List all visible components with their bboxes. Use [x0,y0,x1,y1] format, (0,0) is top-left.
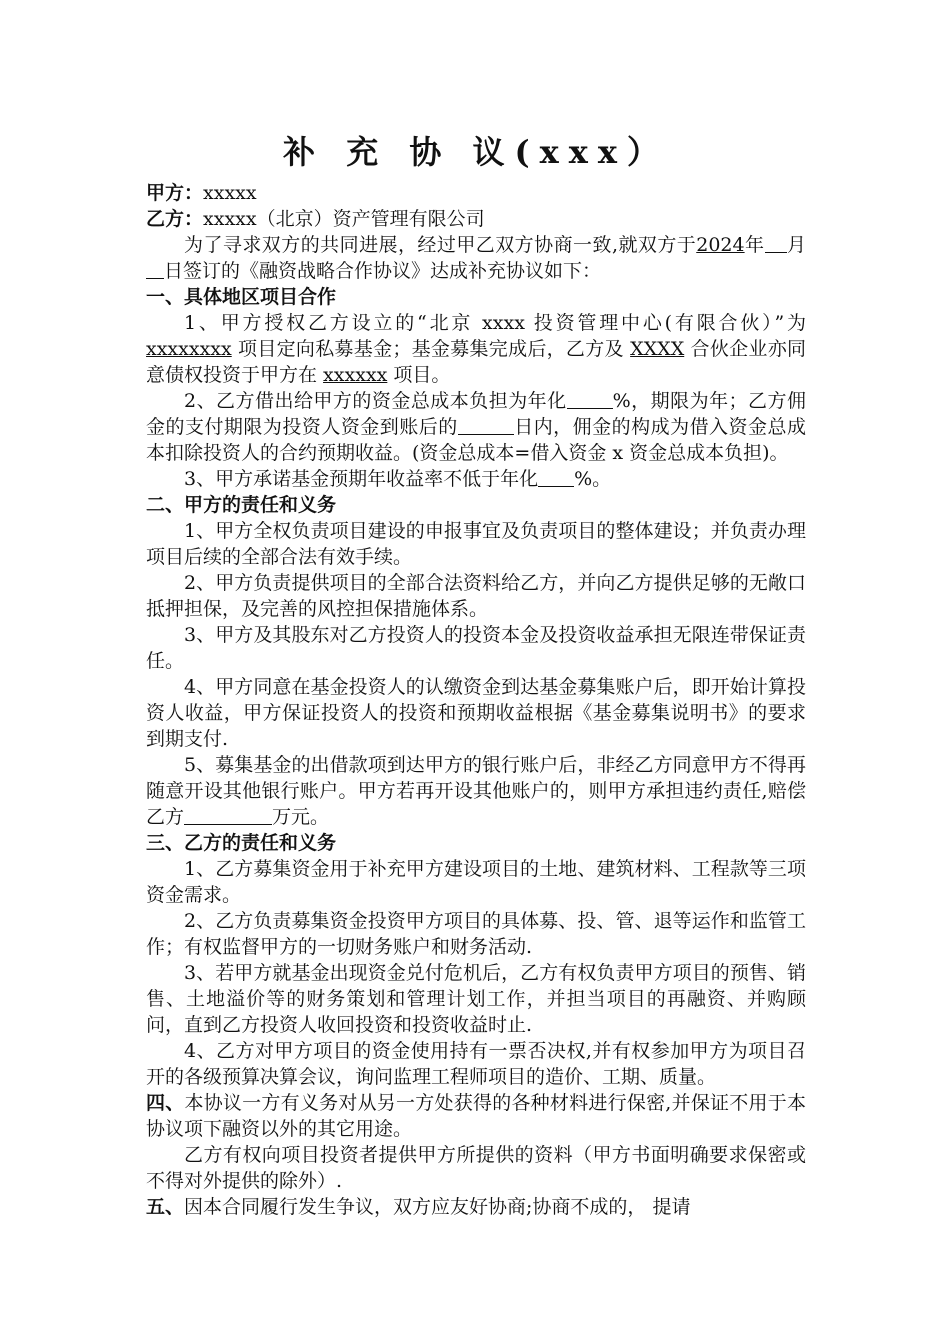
clause-1-3 [146,466,806,492]
party-a-line [146,180,806,206]
clause-3-2: 2、乙方负责募集资金投资甲方项目的具体募、投、管、退等运作和监管工作；有权监督甲方的一切财务账户和财务活动. [146,910,806,958]
clause-3-4: 4、乙方对甲方项目的资金使用持有一票否决权,并有权参加甲方为项目召开的各级预算决算会议，询问监理工程师项目的造价、工期、质量。 [146,1040,806,1088]
intro-year: 2024 [696,234,745,256]
section-4-text: 本协议一方有义务对从另一方处获得的各种材料进行保密,并保证不用于本协议项下融资以外的其它用途。 [146,1092,806,1140]
yield-blank [538,468,574,487]
month-blank [765,234,787,253]
clause-2-2: 2、甲方负责提供项目的全部合法资料给乙方，并向乙方提供足够的无敞口抵押担保，及完善的风控担保措施体系。 [146,572,806,620]
agreement-page [146,124,806,1220]
intro-text-3: 月 [786,234,806,256]
clause-text: 日内，佣金的构成为借入资金总成本扣除投资人的合约预期收益。(资金总成本=借入资金 x 资金总成本负担)。 [146,416,806,464]
clause-text: 万元。 [272,806,330,828]
clause-text: 项目。 [387,364,451,386]
section-5 [146,1194,806,1220]
clause-2-3: 3、甲方及其股东对乙方投资人的投资本金及投资收益承担无限连带保证责任。 [146,624,806,672]
party-b-label: 乙方： [146,208,204,230]
clause-text: 2、乙方借出给甲方的资金总成本负担为年化 [184,390,567,412]
intro-text-1: 为了寻求双方的共同进展，经过甲乙双方协商一致,就双方于 [184,234,697,256]
party-b-value: xxxxx（北京）资产管理有限公司 [203,208,485,230]
section-1-heading: 一、具体地区项目合作 [146,286,337,308]
party-b-line [146,206,806,232]
clause-text: 5、募集基金的出借款项到达甲方的银行账户后，非经乙方同意甲方不得再随意开设其他银行账户。甲方若再开设其他账户的，则甲方承担违约责任,赔偿乙方 [146,754,806,828]
clause-3-3: 3、若甲方就基金出现资金兑付危机后，乙方有权负责甲方项目的预售、销售、土地溢价等的财务策划和管理计划工作，并担当项目的再融资、并购顾问，直到乙方投资人收回投资和投资收益时止. [146,962,806,1036]
intro-text-2: 年 [744,234,765,256]
document-title: 补 充 协 议(xxx） [283,133,669,171]
clause-1-2 [146,388,806,466]
section-4 [146,1090,806,1142]
clause-text: 3、甲方承诺基金预期年收益率不低于年化 [184,468,539,490]
clause-text: %，期限为年；乙方佣金的支付期限为投资人资金到账后的 [146,390,806,438]
clause-2-5 [146,752,806,830]
clause-1-1 [146,310,806,388]
section-5-text: 因本合同履行发生争议，双方应友好协商;协商不成的， 提请 [184,1196,691,1218]
intro-paragraph [146,232,806,284]
section-4-label: 四、 [146,1092,185,1114]
underlined-project: xxxxxx [323,364,388,386]
clause-2-1: 1、甲方全权负责项目建设的申报事宜及负责项目的整体建设；并负责办理项目后续的全部合法有效手续。 [146,520,806,568]
rate-blank [567,390,613,409]
compensation-blank [184,806,272,825]
days-blank [458,416,514,435]
intro-text-4: 日签订的《融资战略合作协议》达成补充协议如下： [164,260,602,282]
clause-text: 1、甲方授权乙方设立的“北京 xxxx 投资管理中心(有限合伙）”为 [184,312,806,334]
underlined-partnership: XXXX [630,338,685,360]
section-4-paragraph-2: 乙方有权向项目投资者提供甲方所提供的资料（甲方书面明确要求保密或不得对外提供的除外）. [146,1144,806,1192]
clause-text: %。 [574,468,612,490]
party-a-label: 甲方： [146,182,204,204]
clause-text: 项目定向私募基金；基金募集完成后，乙方及 [231,338,631,360]
section-5-label: 五、 [146,1196,185,1218]
section-3-heading: 三、乙方的责任和义务 [146,832,337,854]
underlined-project: xxxxxxxx [146,338,232,360]
clause-3-1: 1、乙方募集资金用于补充甲方建设项目的土地、建筑材料、工程款等三项资金需求。 [146,858,806,906]
clause-2-4: 4、甲方同意在基金投资人的认缴资金到达基金募集账户后，即开始计算投资人收益，甲方保证投资人的投资和预期收益根据《基金募集说明书》的要求到期支付. [146,676,806,750]
clause-text: 合伙企业亦同意债权投资于甲方在 [146,338,806,386]
day-blank [146,260,164,279]
party-a-value: xxxxx [203,182,257,204]
section-2-heading: 二、甲方的责任和义务 [146,494,337,516]
